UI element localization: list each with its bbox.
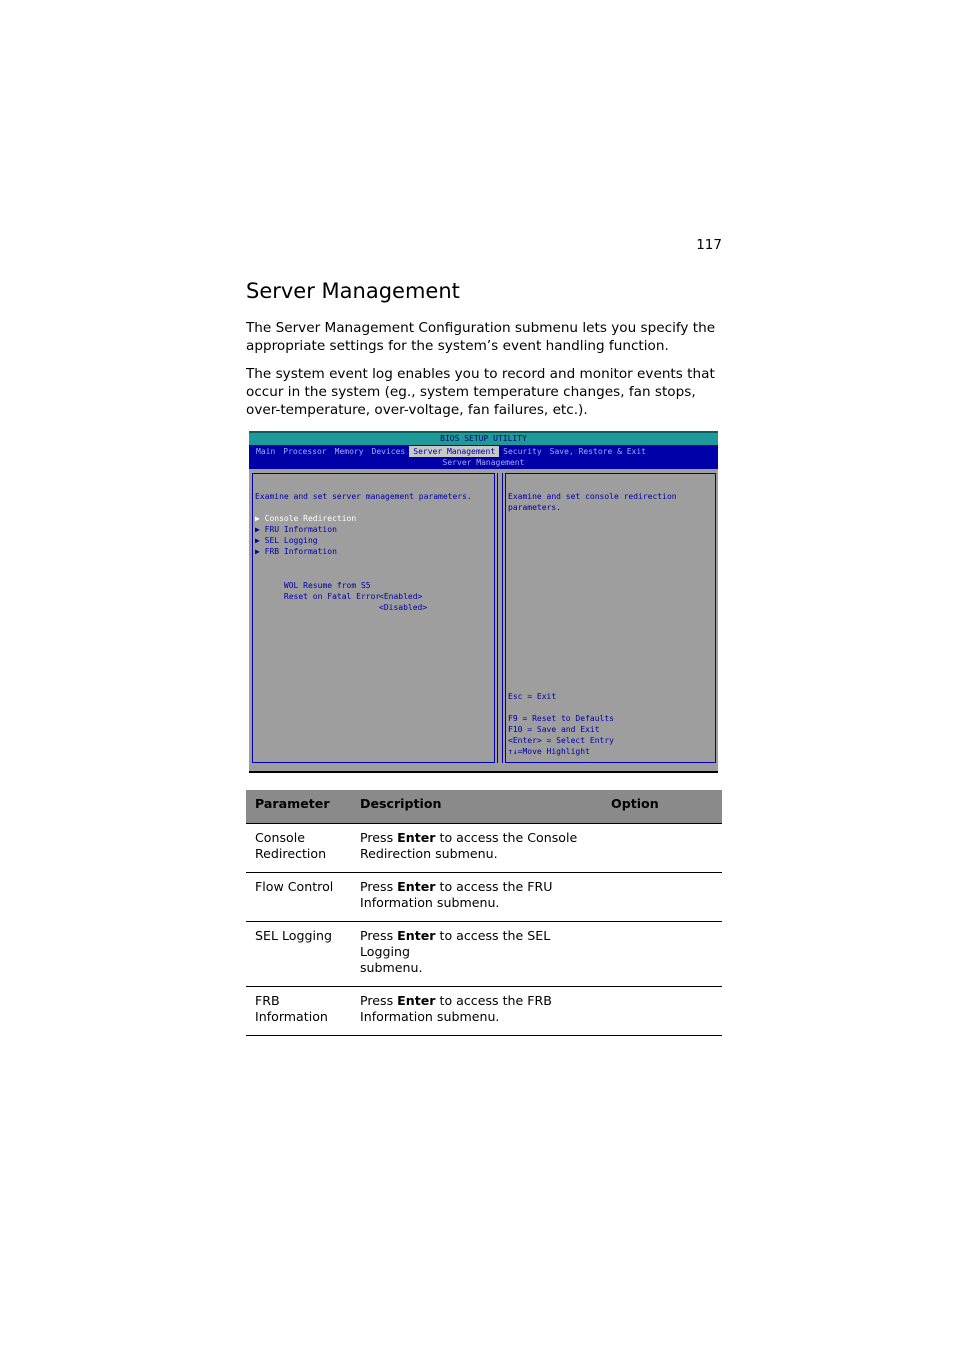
bios-menubar [249, 445, 718, 469]
bios-left-header: Examine and set server management parameters. [255, 492, 472, 501]
bios-setting-label: WOL Resume from S5 [283, 581, 371, 590]
header-parameter: Parameter [246, 790, 351, 824]
param-cell: FRB Information [246, 987, 351, 1036]
table-row [246, 824, 722, 873]
bios-divider [497, 473, 503, 763]
bios-subtitle: Server Management [442, 458, 525, 467]
parameter-table [246, 790, 722, 1036]
bios-key-f9: F9 = Reset to Defaults [508, 714, 614, 723]
bios-key-enter: <Enter> = Select Entry [508, 736, 614, 745]
event-log-paragraph: The system event log enables you to record and monitor events that occur in the system (eg., system temperature changes, fan stops, over-temperature, over-voltage, fan failures, etc.). [246, 366, 715, 418]
table-row [246, 922, 722, 987]
bios-setting-value[interactable]: <Disabled> [379, 603, 428, 612]
bios-key-esc: Esc = Exit [508, 692, 557, 701]
bios-menu-server-management[interactable]: Server Management [409, 446, 499, 457]
intro-paragraph: The Server Management Configuration submenu lets you specify the appropriate settings for the system’s event handling function. [246, 320, 716, 354]
option-cell [602, 987, 722, 1036]
bios-screenshot [249, 431, 718, 773]
header-description: Description [351, 790, 602, 824]
bios-title: BIOS SETUP UTILITY [249, 431, 718, 445]
bios-help-text-2: parameters. [508, 503, 561, 512]
bios-help-panel [505, 473, 716, 763]
param-cell: SEL Logging [246, 922, 351, 987]
bios-left-panel [252, 473, 495, 763]
description-cell: Press Enter to access the Console Redirection submenu. [351, 824, 602, 873]
bios-menu-memory[interactable]: Memory [334, 447, 364, 456]
bios-setting-value[interactable]: <Enabled> [379, 592, 423, 601]
bios-key-move: ↑↓=Move Highlight [508, 747, 590, 756]
header-option: Option [602, 790, 722, 824]
bios-menu-save-restore-exit[interactable]: Save, Restore & Exit [549, 447, 646, 456]
page-number: 117 [696, 237, 722, 253]
bios-item-sel-logging[interactable]: ▶ SEL Logging [255, 536, 318, 545]
bios-help-text-1: Examine and set console redirection [508, 492, 677, 501]
param-cell: Console Redirection [246, 824, 351, 873]
option-cell [602, 824, 722, 873]
table-row [246, 987, 722, 1036]
bios-setting-label: Reset on Fatal Error [283, 592, 381, 601]
bios-item-fru-information[interactable]: ▶ FRU Information [255, 525, 337, 534]
bios-menu-security[interactable]: Security [503, 447, 542, 456]
table-row [246, 873, 722, 922]
bios-menu-devices[interactable]: Devices [371, 447, 406, 456]
page-title: Server Management [246, 279, 460, 303]
bios-menu-processor[interactable]: Processor [283, 447, 327, 456]
param-cell: Flow Control [246, 873, 351, 922]
option-cell [602, 922, 722, 987]
description-cell: Press Enter to access the FRB Information submenu. [351, 987, 602, 1036]
option-cell [602, 873, 722, 922]
description-cell: Press Enter to access the FRU Information submenu. [351, 873, 602, 922]
bios-key-f10: F10 = Save and Exit [508, 725, 600, 734]
bios-item-frb-information[interactable]: ▶ FRB Information [255, 547, 337, 556]
description-cell: Press Enter to access the SEL Logging submenu. [351, 922, 602, 987]
bios-item-console-redirection[interactable]: ▶ Console Redirection [255, 514, 357, 523]
bios-menu-main[interactable]: Main [256, 447, 276, 456]
